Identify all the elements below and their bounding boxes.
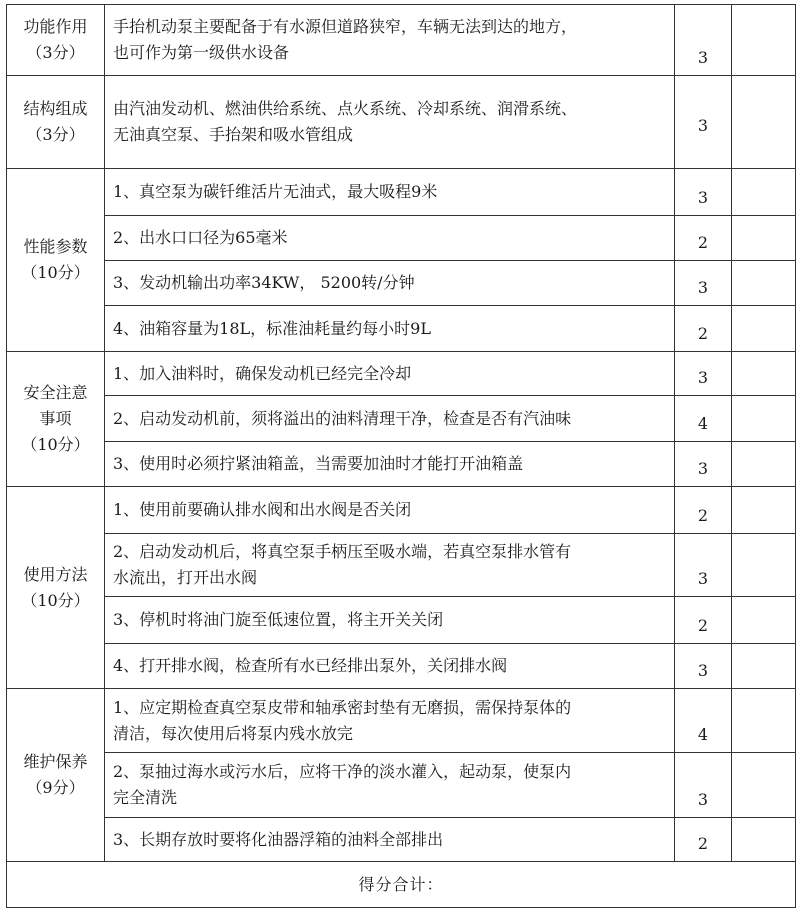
score-cell: 3 bbox=[675, 5, 732, 76]
awarded-score-cell bbox=[732, 644, 796, 689]
item-text: 1、真空泵为碳钎维活片无油式，最大吸程9米 bbox=[113, 182, 438, 201]
item-text: 3、停机时将油门旋至低速位置，将主开关关闭 bbox=[113, 610, 444, 629]
table-row bbox=[7, 5, 796, 76]
score-cell: 3 bbox=[675, 753, 732, 818]
category-name: 维护保养 bbox=[23, 752, 88, 771]
item-text: 2、出水口口径为65毫米 bbox=[113, 228, 288, 247]
category-points: （10分） bbox=[21, 435, 90, 454]
total-label: 得分合计： bbox=[7, 862, 796, 908]
category-name: 结构组成 bbox=[23, 99, 88, 118]
item-text: 2、启动发动机后，将真空泵手柄压至吸水端，若真空泵排水管有 bbox=[113, 542, 572, 561]
item-cell bbox=[105, 818, 675, 862]
item-text: 1、使用前要确认排水阀和出水阀是否关闭 bbox=[113, 500, 412, 519]
item-cell bbox=[105, 352, 675, 396]
item-cell bbox=[105, 534, 675, 597]
category-name: 性能参数 bbox=[23, 237, 88, 256]
category-points: （9分） bbox=[26, 778, 85, 797]
item-text: 也可作为第一级供水设备 bbox=[113, 43, 290, 62]
awarded-score-cell bbox=[732, 442, 796, 487]
awarded-score-cell bbox=[732, 5, 796, 76]
score-cell: 3 bbox=[675, 261, 732, 306]
category-cell bbox=[7, 76, 105, 169]
table-row bbox=[7, 534, 796, 597]
category-cell bbox=[7, 352, 105, 487]
item-text: 清洁，每次使用后将泵内残水放完 bbox=[113, 723, 354, 743]
table-row bbox=[7, 487, 796, 534]
category-name: 功能作用 bbox=[23, 17, 88, 36]
category-points: （10分） bbox=[21, 590, 90, 610]
score-cell: 3 bbox=[675, 644, 732, 689]
awarded-score-cell bbox=[732, 169, 796, 216]
item-text: 3、长期存放时要将化油器浮箱的油料全部排出 bbox=[113, 829, 444, 849]
score-cell: 2 bbox=[675, 597, 732, 644]
item-cell bbox=[105, 216, 675, 261]
item-text: 2、泵抽过海水或污水后，应将干净的淡水灌入，起动泵，使泵内 bbox=[113, 762, 572, 781]
awarded-score-cell bbox=[732, 306, 796, 352]
awarded-score-cell bbox=[732, 597, 796, 644]
item-cell bbox=[105, 753, 675, 818]
item-cell bbox=[105, 644, 675, 689]
score-cell: 4 bbox=[675, 689, 732, 753]
score-cell: 2 bbox=[675, 216, 732, 261]
category-name: 使用方法 bbox=[23, 564, 88, 584]
item-cell bbox=[105, 5, 675, 76]
awarded-score-cell bbox=[732, 261, 796, 306]
item-text: 4、油箱容量为18L，标准油耗量约每小时9L bbox=[113, 318, 431, 338]
item-text: 1、应定期检查真空泵皮带和轴承密封垫有无磨损，需保持泵体的 bbox=[113, 697, 572, 717]
table-row bbox=[7, 442, 796, 487]
category-cell bbox=[7, 487, 105, 689]
score-cell: 3 bbox=[675, 442, 732, 487]
awarded-score-cell bbox=[732, 818, 796, 862]
table-row bbox=[7, 169, 796, 216]
awarded-score-cell bbox=[732, 396, 796, 442]
score-cell: 3 bbox=[675, 352, 732, 396]
item-cell bbox=[105, 76, 675, 169]
awarded-score-cell bbox=[732, 534, 796, 597]
category-cell bbox=[7, 5, 105, 76]
item-cell bbox=[105, 261, 675, 306]
score-cell: 3 bbox=[675, 169, 732, 216]
table-row bbox=[7, 216, 796, 261]
item-text: 水流出，打开出水阀 bbox=[113, 568, 258, 587]
category-name: 事项 bbox=[39, 409, 72, 428]
total-row bbox=[7, 862, 796, 908]
category-cell bbox=[7, 169, 105, 352]
table-row bbox=[7, 689, 796, 753]
score-cell: 2 bbox=[675, 818, 732, 862]
item-cell bbox=[105, 396, 675, 442]
table-row bbox=[7, 352, 796, 396]
score-cell: 2 bbox=[675, 487, 732, 534]
item-cell bbox=[105, 306, 675, 352]
table-row bbox=[7, 818, 796, 862]
awarded-score-cell bbox=[732, 352, 796, 396]
table-row bbox=[7, 597, 796, 644]
category-name: 安全注意 bbox=[23, 383, 88, 402]
item-text: 2、启动发动机前，须将溢出的油料清理干净，检查是否有汽油味 bbox=[113, 408, 572, 428]
awarded-score-cell bbox=[732, 689, 796, 753]
table-row bbox=[7, 76, 796, 169]
item-cell bbox=[105, 442, 675, 487]
item-cell bbox=[105, 487, 675, 534]
score-cell: 2 bbox=[675, 306, 732, 352]
score-cell: 3 bbox=[675, 534, 732, 597]
category-points: （10分） bbox=[21, 263, 90, 282]
category-cell bbox=[7, 689, 105, 862]
table-row bbox=[7, 261, 796, 306]
table-row bbox=[7, 306, 796, 352]
category-points: （3分） bbox=[26, 125, 85, 144]
item-text: 完全清洗 bbox=[113, 788, 178, 807]
awarded-score-cell bbox=[732, 487, 796, 534]
awarded-score-cell bbox=[732, 216, 796, 261]
item-text: 4、打开排水阀，检查所有水已经排出泵外，关闭排水阀 bbox=[113, 656, 508, 675]
table-row bbox=[7, 644, 796, 689]
item-text: 由汽油发动机、燃油供给系统、点火系统、冷却系统、润滑系统、 bbox=[113, 99, 578, 118]
awarded-score-cell bbox=[732, 753, 796, 818]
item-cell bbox=[105, 689, 675, 753]
scoring-table bbox=[6, 4, 796, 908]
item-text: 无油真空泵、手抬架和吸水管组成 bbox=[113, 125, 354, 144]
item-text: 1、加入油料时，确保发动机已经完全冷却 bbox=[113, 363, 412, 383]
item-cell bbox=[105, 169, 675, 216]
score-cell: 4 bbox=[675, 396, 732, 442]
awarded-score-cell bbox=[732, 76, 796, 169]
item-text: 3、发动机输出功率34KW， 5200转/分钟 bbox=[113, 273, 415, 292]
table-row bbox=[7, 753, 796, 818]
item-text: 手抬机动泵主要配备于有水源但道路狭窄，车辆无法到达的地方， bbox=[113, 17, 578, 36]
item-text: 3、使用时必须拧紧油箱盖，当需要加油时才能打开油箱盖 bbox=[113, 454, 524, 473]
item-cell bbox=[105, 597, 675, 644]
score-cell: 3 bbox=[675, 76, 732, 169]
table-row bbox=[7, 396, 796, 442]
category-points: （3分） bbox=[26, 43, 85, 62]
